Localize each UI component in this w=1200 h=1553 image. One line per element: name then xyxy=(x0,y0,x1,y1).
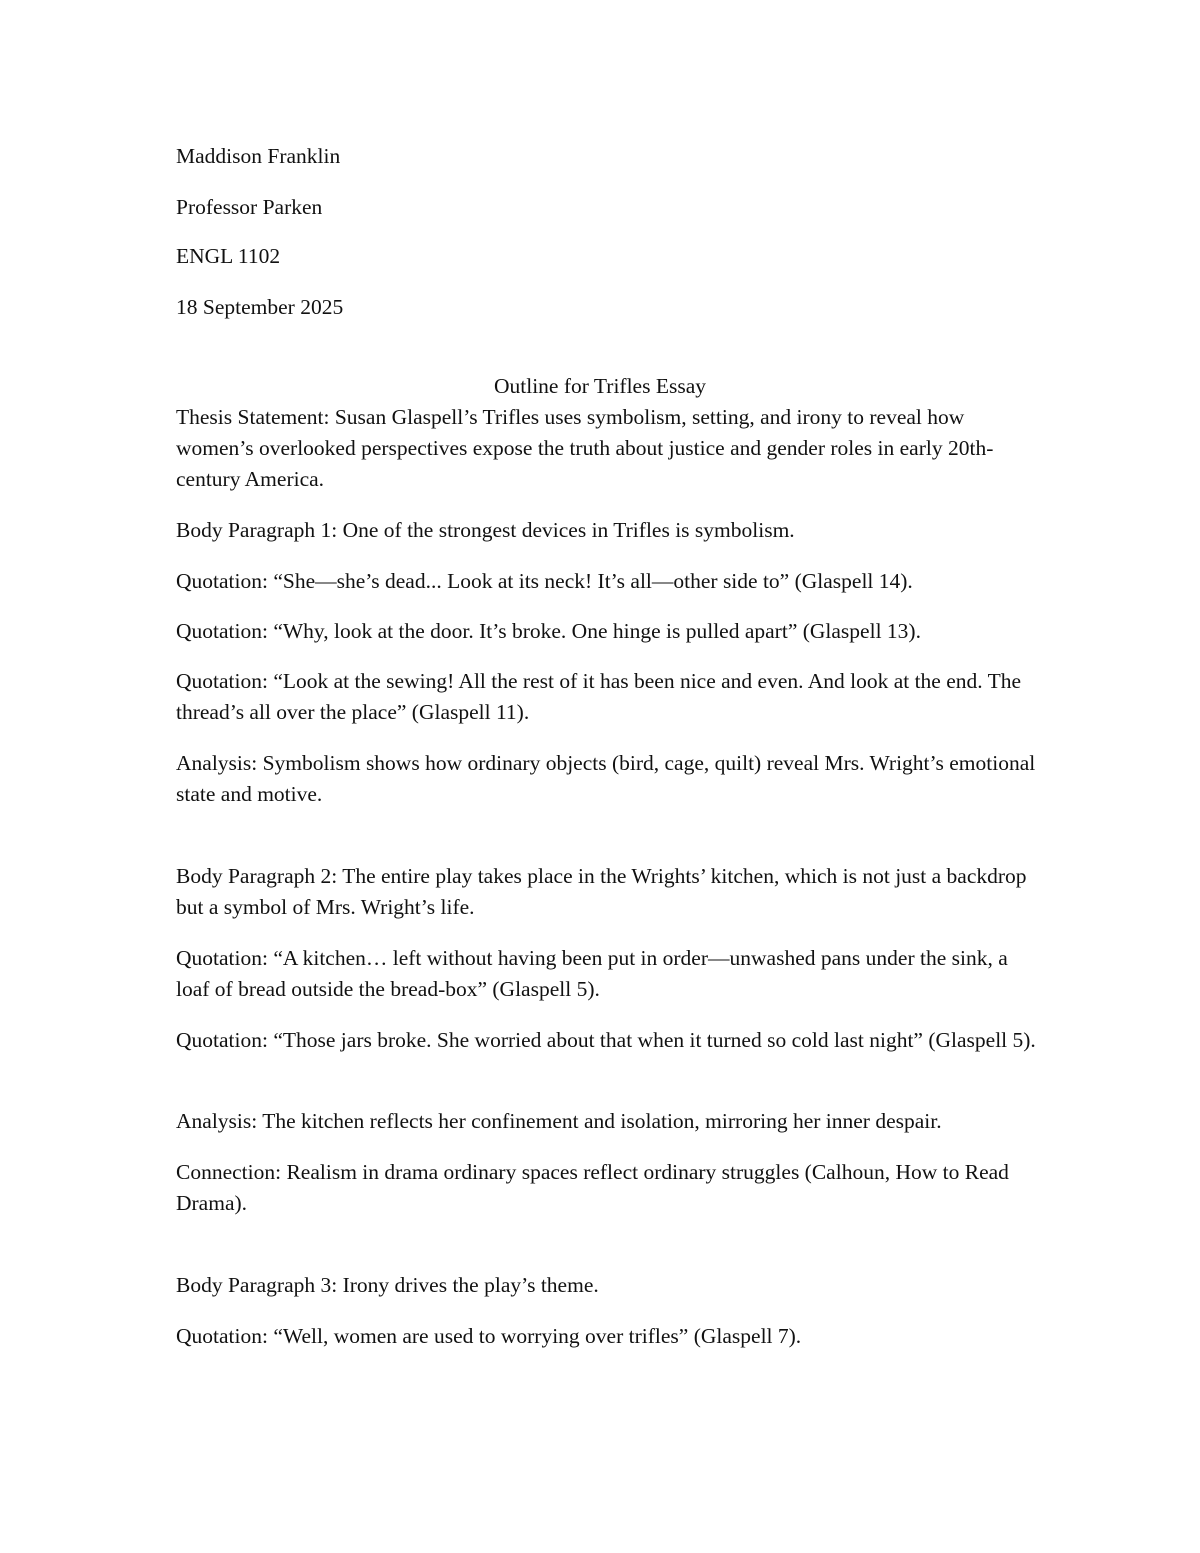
document-title: Outline for Trifles Essay xyxy=(493,374,706,398)
body1-quote3: Quotation: “Look at the sewing! All the rest of it has been nice and even. And look at the end. The thread’s all over the place” (Glaspell 11). xyxy=(176,669,1022,724)
body1-quote2: Quotation: “Why, look at the door. It’s broke. One hinge is pulled apart” (Glaspell 13). xyxy=(176,619,921,643)
body2-quote2: Quotation: “Those jars broke. She worried about that when it turned so cold last night” (Glaspell 5). xyxy=(176,1028,1036,1052)
body1-analysis: Analysis: Symbolism shows how ordinary objects (bird, cage, quilt) reveal Mrs. Wright’s emotional state and motive. xyxy=(176,751,1036,806)
course-code: ENGL 1102 xyxy=(176,244,281,268)
body1-topic: Body Paragraph 1: One of the strongest devices in Trifles is symbolism. xyxy=(176,518,795,542)
body2-quote1: Quotation: “A kitchen… left without having been put in order—unwashed pans under the sink, a loaf of bread outside the bread-box” (Glaspell 5). xyxy=(176,946,1008,1001)
document-date: 18 September 2025 xyxy=(176,295,344,319)
body2-analysis: Analysis: The kitchen reflects her confinement and isolation, mirroring her inner despair. xyxy=(176,1109,942,1133)
body3-topic: Body Paragraph 3: Irony drives the play’s theme. xyxy=(176,1273,599,1297)
body1-quote1: Quotation: “She—she’s dead... Look at its neck! It’s all—other side to” (Glaspell 14). xyxy=(176,569,913,593)
student-name: Maddison Franklin xyxy=(176,144,341,168)
thesis-statement: Thesis Statement: Susan Glaspell’s Trifles uses symbolism, setting, and irony to reveal how women’s overlooked perspectives expose the truth about justice and gender roles in early 20th-century America. xyxy=(176,405,994,491)
professor-name: Professor Parken xyxy=(176,195,323,219)
body2-connection: Connection: Realism in drama ordinary spaces reflect ordinary struggles (Calhoun, How to Read Drama). xyxy=(176,1160,1009,1215)
body2-topic: Body Paragraph 2: The entire play takes place in the Wrights’ kitchen, which is not just a backdrop but a symbol of Mrs. Wright’s life. xyxy=(176,864,1027,919)
body3-quote1: Quotation: “Well, women are used to worrying over trifles” (Glaspell 7). xyxy=(176,1324,802,1348)
